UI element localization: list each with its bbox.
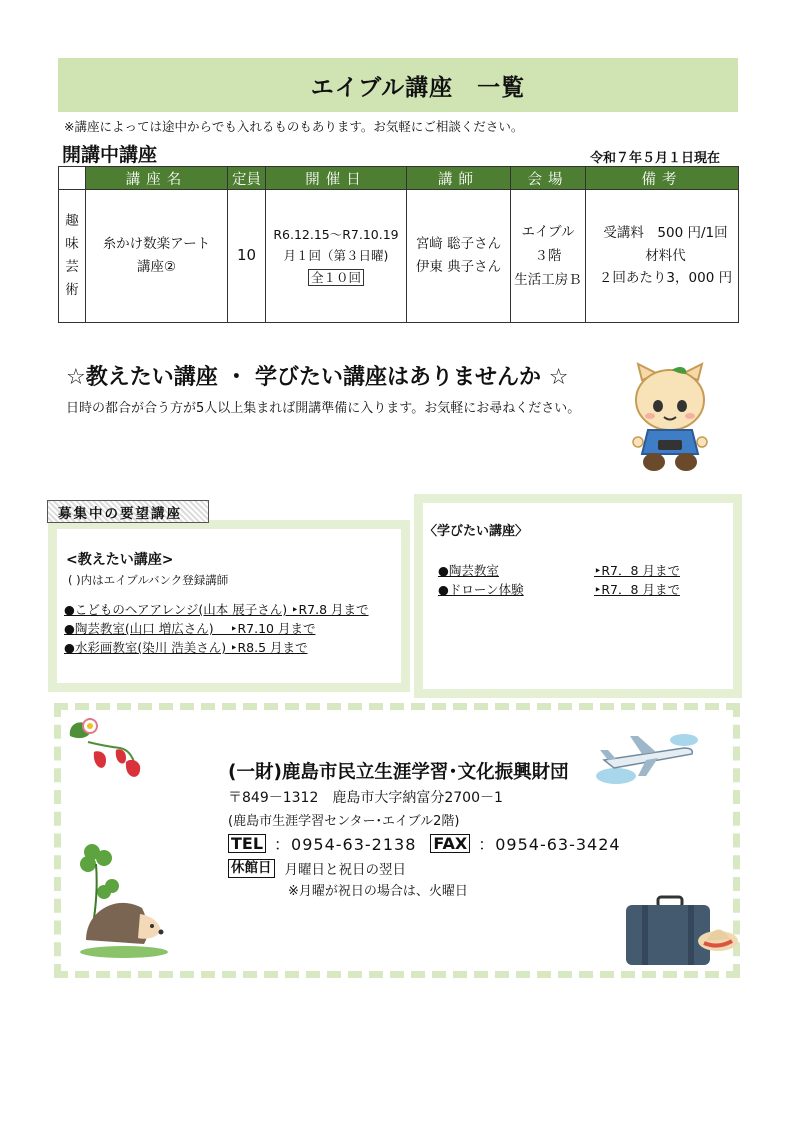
total-sessions: 全１０回 bbox=[308, 269, 364, 286]
col-teacher: 講師 bbox=[407, 167, 511, 190]
list-item: ●陶芸教室(山口 増広さん) ‣R7.10 月まで bbox=[64, 621, 316, 636]
venue-cell bbox=[511, 190, 586, 323]
teach-note: ( )内はエイブルバンク登録講師 bbox=[68, 573, 229, 587]
title-band bbox=[58, 58, 738, 112]
teacher-name: 伊東 典子さん bbox=[415, 259, 502, 275]
address: 〒849－1312 鹿島市大字納富分2700－1 bbox=[228, 790, 503, 806]
col-dates: 開催日 bbox=[266, 167, 407, 190]
airplane-icon bbox=[594, 730, 704, 786]
learn-course-name: ●ドローン体験 bbox=[438, 582, 524, 597]
fax-number: ：0954-63-3424 bbox=[478, 835, 621, 854]
section-title: 開講中講座 bbox=[62, 144, 158, 166]
address-note: (鹿島市生涯学習センター･エイブル2階) bbox=[228, 814, 460, 829]
learn-title: 〈学びたい講座〉 bbox=[424, 524, 529, 539]
col-venue: 会場 bbox=[511, 167, 586, 190]
category-char: 芸 bbox=[65, 259, 79, 275]
strawberry-icon bbox=[64, 712, 154, 788]
capacity-cell: 10 bbox=[228, 190, 266, 323]
category-char: 術 bbox=[65, 281, 79, 298]
org-name: (一財)鹿島市民立生涯学習･文化振興財団 bbox=[228, 762, 569, 783]
table-header-row bbox=[59, 167, 739, 190]
page-title: エイブル講座 一覧 bbox=[310, 74, 526, 101]
notes-line: 材料代 bbox=[645, 247, 686, 264]
col-course-name: 講座名 bbox=[86, 167, 228, 190]
table-row bbox=[59, 190, 739, 323]
tel-label: TEL bbox=[228, 834, 266, 853]
venue-line: 生活工房Ｂ bbox=[514, 272, 582, 289]
tel-number: ：0954-63-2138 bbox=[274, 835, 417, 854]
requests-tab-label: 募集中の要望講座 bbox=[47, 500, 209, 523]
course-name-line: 糸かけ数楽アート bbox=[102, 236, 211, 253]
date-range: R6.12.15～R7.10.19 bbox=[273, 227, 399, 243]
teach-list bbox=[64, 600, 369, 657]
list-item: ●水彩画教室(染川 浩美さん) ‣R8.5 月まで bbox=[64, 640, 308, 655]
as-of-date: 令和７年５月１日現在 bbox=[589, 151, 720, 166]
suitcase-icon bbox=[622, 895, 742, 971]
closed-text: 月曜日と祝日の翌日 bbox=[284, 862, 406, 878]
col-capacity: 定員 bbox=[228, 167, 266, 190]
learn-list bbox=[438, 561, 683, 599]
table-header-blank bbox=[59, 167, 86, 190]
contact-line bbox=[228, 832, 621, 855]
list-item bbox=[438, 561, 683, 580]
list-item: ●こどものヘアアレンジ(山本 展子さん) ‣R7.8 月まで bbox=[64, 602, 369, 617]
date-frequency: 月１回（第３日曜) bbox=[283, 248, 389, 264]
mascot-character-icon bbox=[628, 362, 712, 480]
learn-course-name: ●陶芸教室 bbox=[438, 563, 499, 578]
course-name-line: 講座② bbox=[136, 259, 177, 275]
venue-line: ３階 bbox=[534, 247, 562, 264]
list-item bbox=[438, 580, 683, 599]
dates-cell bbox=[266, 190, 407, 323]
fax-label: FAX bbox=[430, 834, 470, 853]
notes-line: ２回あたり3，000 円 bbox=[598, 270, 733, 287]
teach-title: <教えたい講座> bbox=[66, 552, 174, 568]
teacher-cell bbox=[407, 190, 511, 323]
notes-line: 受講料 500 円/1回 bbox=[603, 224, 728, 241]
total-sessions-wrap bbox=[266, 267, 406, 288]
closed-days bbox=[228, 858, 406, 878]
category-cell bbox=[59, 190, 86, 323]
recruit-subtitle: 日時の都合が合う方が5人以上集まれば開講準備に入ります。お気軽にお尋ねください。 bbox=[66, 401, 581, 416]
notes-cell bbox=[586, 190, 739, 323]
category-char: 趣 bbox=[65, 213, 79, 230]
recruit-heading: ☆教えたい講座 ・ 学びたい講座はありませんか ☆ bbox=[66, 365, 569, 390]
venue-line: エイブル bbox=[521, 223, 575, 240]
closed-label: 休館日 bbox=[228, 859, 275, 878]
course-table bbox=[58, 166, 739, 323]
learn-course-until: ‣R7．8 月まで bbox=[594, 582, 680, 597]
teacher-name: 宮﨑 聡子さん bbox=[415, 236, 502, 253]
hedgehog-icon bbox=[78, 880, 170, 960]
learn-course-until: ‣R7．8 月まで bbox=[594, 563, 680, 578]
category-char: 味 bbox=[65, 236, 79, 253]
closed-note: ※月曜が祝日の場合は、火曜日 bbox=[288, 884, 468, 899]
course-name-cell bbox=[86, 190, 228, 323]
intro-note: ※講座によっては途中からでも入れるものもあります。お気軽にご相談ください。 bbox=[64, 119, 524, 134]
col-notes: 備考 bbox=[586, 167, 739, 190]
